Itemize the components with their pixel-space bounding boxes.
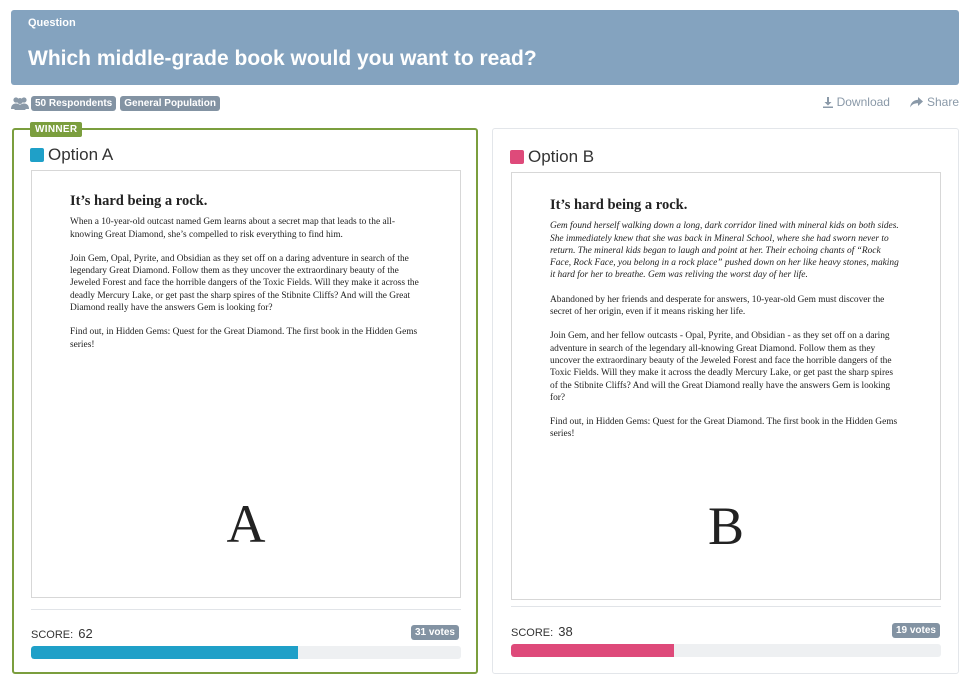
option-letter: A [226, 494, 266, 554]
score-label: SCORE: [511, 627, 554, 639]
book-paragraph: Abandoned by her friends and desperate for answers, 10-year-old Gem must discover the secret of her origin, even if it means risking her life. [550, 294, 885, 318]
divider [31, 609, 461, 610]
divider [511, 606, 941, 607]
option-a-title-text: Option A [48, 145, 114, 164]
download-icon [823, 97, 833, 108]
option-a-score [31, 626, 93, 641]
option-b-score-fill [511, 644, 674, 657]
share-icon [910, 97, 923, 108]
option-a-score-bar [31, 646, 461, 659]
option-a-color-swatch [30, 148, 44, 162]
option-a-book-text [70, 195, 422, 363]
option-b-color-swatch [510, 150, 524, 164]
book-paragraph: Find out, in Hidden Gems: Quest for the Great Diamond. The first book in the Hidden Gems series! [70, 327, 418, 350]
option-b-title-text: Option B [528, 147, 595, 166]
option-b-book-text [550, 199, 902, 453]
share-button[interactable] [910, 95, 959, 109]
book-paragraph-italic: Gem found herself walking down a long, dark corridor lined with mineral kids on both sides. She immediately knew that she was back in Mineral School, where she had sworn never to return. The mineral kids began to laugh and point at her. Their echoing chants of “Rock Face, Rock Face, you belong in a rock place” pushed down on her like heavy stones, making it hard for her to breathe. Gem was reliving the worst day of her life. [550, 221, 899, 281]
option-b-image[interactable] [511, 172, 941, 600]
question-title: Which middle-grade book would you want to read? [28, 47, 537, 70]
option-b-score-bar [511, 644, 941, 657]
book-heading: It’s hard being a rock. [70, 193, 208, 209]
respondent-meta [11, 94, 224, 112]
book-paragraph: Find out, in Hidden Gems: Quest for the Great Diamond. The first book in the Hidden Gems series! [550, 417, 898, 440]
population-badge: General Population [120, 96, 220, 111]
share-label: Share [926, 95, 959, 109]
winner-badge: WINNER [30, 122, 82, 137]
option-b-card [492, 128, 959, 674]
book-paragraph: When a 10-year-old outcast named Gem learns about a secret map that leads to the all-knowing Great Diamond, she’s compelled to risk everything to find him. [70, 217, 395, 240]
question-header [11, 10, 959, 85]
option-b-score [511, 624, 573, 639]
header-actions [803, 95, 959, 109]
option-a-image[interactable] [31, 170, 461, 598]
book-heading: It’s hard being a rock. [550, 197, 688, 213]
score-label: SCORE: [31, 629, 74, 641]
users-icon [11, 96, 29, 110]
download-label: Download [836, 95, 890, 109]
download-button[interactable] [823, 95, 890, 109]
option-a-title [30, 145, 113, 165]
book-paragraph: Join Gem, Opal, Pyrite, and Obsidian as they set off on a daring adventure in search of the legendary Great Diamond. Follow them as they uncover the extraordinary beauty of the Jeweled Forest and face the horrible dangers of the Toxic Fields. Will they make it across the deadly Mercury Lake, or get past the sharp spires of the Stibnite Cliffs? And will the Great Diamond really have the answers Gem is looking for? [70, 253, 419, 314]
option-a-card [12, 124, 478, 674]
book-paragraph: Join Gem, and her fellow outcasts - Opal, Pyrite, and Obsidian - as they set off on a daring adventure in search of the legendary all-knowing Great Diamond. Follow them as they uncover the extraordinary beauty of the Jeweled Forest and face the horrible dangers of the Toxic Fields. Will they make it across the deadly Mercury Lake, or get past the sharp spires of the Stibnite Cliffs? And will the Great Diamond really have the answers Gem is looking for? [550, 331, 893, 403]
question-label: Question [28, 17, 76, 29]
option-a-votes-badge: 31 votes [411, 625, 459, 640]
option-a-score-fill [31, 646, 298, 659]
option-letter: B [707, 496, 745, 556]
option-b-votes-badge: 19 votes [892, 623, 940, 638]
score-value: 38 [558, 624, 573, 639]
score-value: 62 [78, 626, 93, 641]
option-b-title [510, 147, 594, 167]
respondents-badge: 50 Respondents [31, 96, 116, 111]
